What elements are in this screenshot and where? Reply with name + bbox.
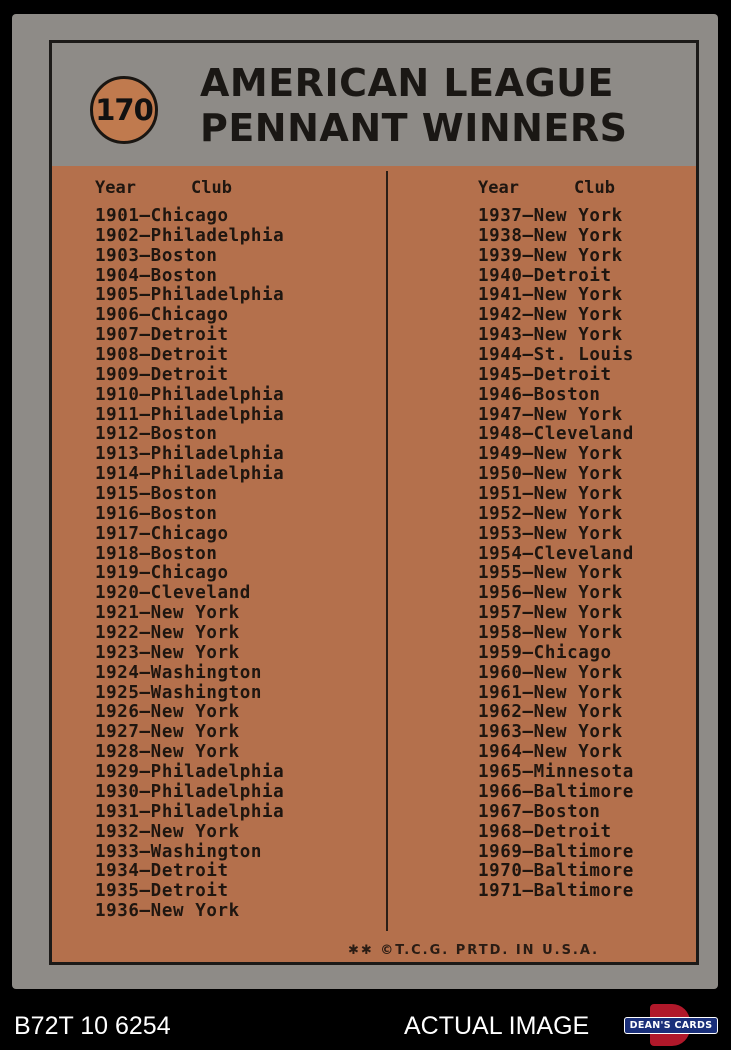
card-number-badge: 170 [90, 76, 158, 144]
pennant-entry: 1936—New York [95, 901, 240, 922]
pennant-entry: 1963—New York [478, 722, 623, 743]
pennant-entry: 1954—Cleveland [478, 543, 634, 564]
deans-cards-logo [624, 1004, 718, 1046]
pennant-entry: 1914—Philadelphia [95, 464, 285, 485]
pennant-entry: 1931—Philadelphia [95, 801, 285, 822]
pennant-entry: 1957—New York [478, 603, 623, 624]
pennant-entry: 1958—New York [478, 623, 623, 644]
title-line-1: AMERICAN LEAGUE [200, 61, 614, 105]
left-entries [95, 207, 284, 922]
pennant-entry: 1949—New York [478, 444, 623, 465]
pennant-entry: 1909—Detroit [95, 364, 229, 385]
pennant-entry: 1904—Boston [95, 265, 218, 286]
club-header: Club [574, 178, 615, 198]
pennant-entry: 1937—New York [478, 206, 623, 226]
pennant-entry: 1916—Boston [95, 503, 218, 524]
pennant-entry: 1915—Boston [95, 484, 218, 505]
right-column-header [478, 178, 634, 202]
pennant-entry: 1934—Detroit [95, 861, 229, 882]
pennant-entry: 1912—Boston [95, 424, 218, 445]
pennant-entry: 1942—New York [478, 305, 623, 326]
pennant-entry: 1911—Philadelphia [95, 404, 285, 425]
pennant-entry: 1945—Detroit [478, 364, 612, 385]
pennant-entry: 1929—Philadelphia [95, 762, 285, 783]
pennant-entry: 1944—St. Louis [478, 345, 634, 366]
pennant-entry: 1928—New York [95, 742, 240, 763]
pennant-entry: 1930—Philadelphia [95, 781, 285, 802]
right-entries [478, 207, 634, 902]
copyright-footer: ✱✱ ©T.C.G. PRTD. IN U.S.A. [348, 943, 600, 958]
pennant-entry: 1939—New York [478, 245, 623, 266]
pennant-entry: 1910—Philadelphia [95, 384, 285, 405]
pennant-entry: 1966—Baltimore [478, 781, 634, 802]
pennant-entry: 1906—Chicago [95, 305, 229, 326]
pennant-entry: 1970—Baltimore [478, 861, 634, 882]
pennant-entry: 1932—New York [95, 821, 240, 842]
pennant-entry: 1917—Chicago [95, 523, 229, 544]
pennant-entry: 1905—Philadelphia [95, 285, 285, 306]
pennant-entry: 1935—Detroit [95, 881, 229, 902]
pennant-entry: 1965—Minnesota [478, 762, 634, 783]
left-column-header [95, 178, 284, 202]
pennant-entry: 1955—New York [478, 563, 623, 584]
pennant-entry: 1950—New York [478, 464, 623, 485]
pennant-entry: 1946—Boston [478, 384, 601, 405]
pennant-entry: 1969—Baltimore [478, 841, 634, 862]
winners-panel [52, 166, 696, 962]
pennant-entry: 1913—Philadelphia [95, 444, 285, 465]
pennant-entry: 1918—Boston [95, 543, 218, 564]
pennant-entry: 1938—New York [478, 225, 623, 246]
pennant-entry: 1921—New York [95, 603, 240, 624]
pennant-entry: 1926—New York [95, 702, 240, 723]
pennant-entry: 1901—Chicago [95, 206, 229, 226]
cert-id: B72T 10 6254 [14, 1012, 171, 1040]
pennant-entry: 1968—Detroit [478, 821, 612, 842]
pennant-entry: 1903—Boston [95, 245, 218, 266]
logo-text: DEAN'S CARDS [624, 1017, 718, 1034]
pennant-entry: 1922—New York [95, 623, 240, 644]
pennant-entry: 1923—New York [95, 642, 240, 663]
pennant-entry: 1961—New York [478, 682, 623, 703]
pennant-entry: 1947—New York [478, 404, 623, 425]
actual-image-label: ACTUAL IMAGE [404, 1012, 590, 1040]
pennant-entry: 1962—New York [478, 702, 623, 723]
pennant-entry: 1927—New York [95, 722, 240, 743]
column-divider [386, 171, 388, 931]
pennant-entry: 1924—Washington [95, 662, 263, 683]
pennant-entry: 1933—Washington [95, 841, 263, 862]
pennant-entry: 1956—New York [478, 583, 623, 604]
pennant-entry: 1920—Cleveland [95, 583, 251, 604]
pennant-entry: 1948—Cleveland [478, 424, 634, 445]
pennant-entry: 1941—New York [478, 285, 623, 306]
year-header: Year [478, 178, 519, 198]
card-back [12, 14, 718, 989]
pennant-entry: 1971—Baltimore [478, 881, 634, 902]
pennant-entry: 1908—Detroit [95, 345, 229, 366]
pennant-entry: 1964—New York [478, 742, 623, 763]
left-column [95, 178, 284, 922]
card-title [200, 61, 628, 151]
pennant-entry: 1960—New York [478, 662, 623, 683]
card-frame [49, 40, 699, 965]
pennant-entry: 1959—Chicago [478, 642, 612, 663]
pennant-entry: 1925—Washington [95, 682, 263, 703]
club-header: Club [191, 178, 232, 198]
pennant-entry: 1940—Detroit [478, 265, 612, 286]
pennant-entry: 1902—Philadelphia [95, 225, 285, 246]
card-header [52, 43, 696, 166]
right-column [478, 178, 634, 902]
title-line-2: PENNANT WINNERS [200, 106, 628, 150]
year-header: Year [95, 178, 136, 198]
pennant-entry: 1967—Boston [478, 801, 601, 822]
pennant-entry: 1943—New York [478, 325, 623, 346]
pennant-entry: 1952—New York [478, 503, 623, 524]
pennant-entry: 1919—Chicago [95, 563, 229, 584]
pennant-entry: 1951—New York [478, 484, 623, 505]
pennant-entry: 1953—New York [478, 523, 623, 544]
pennant-entry: 1907—Detroit [95, 325, 229, 346]
